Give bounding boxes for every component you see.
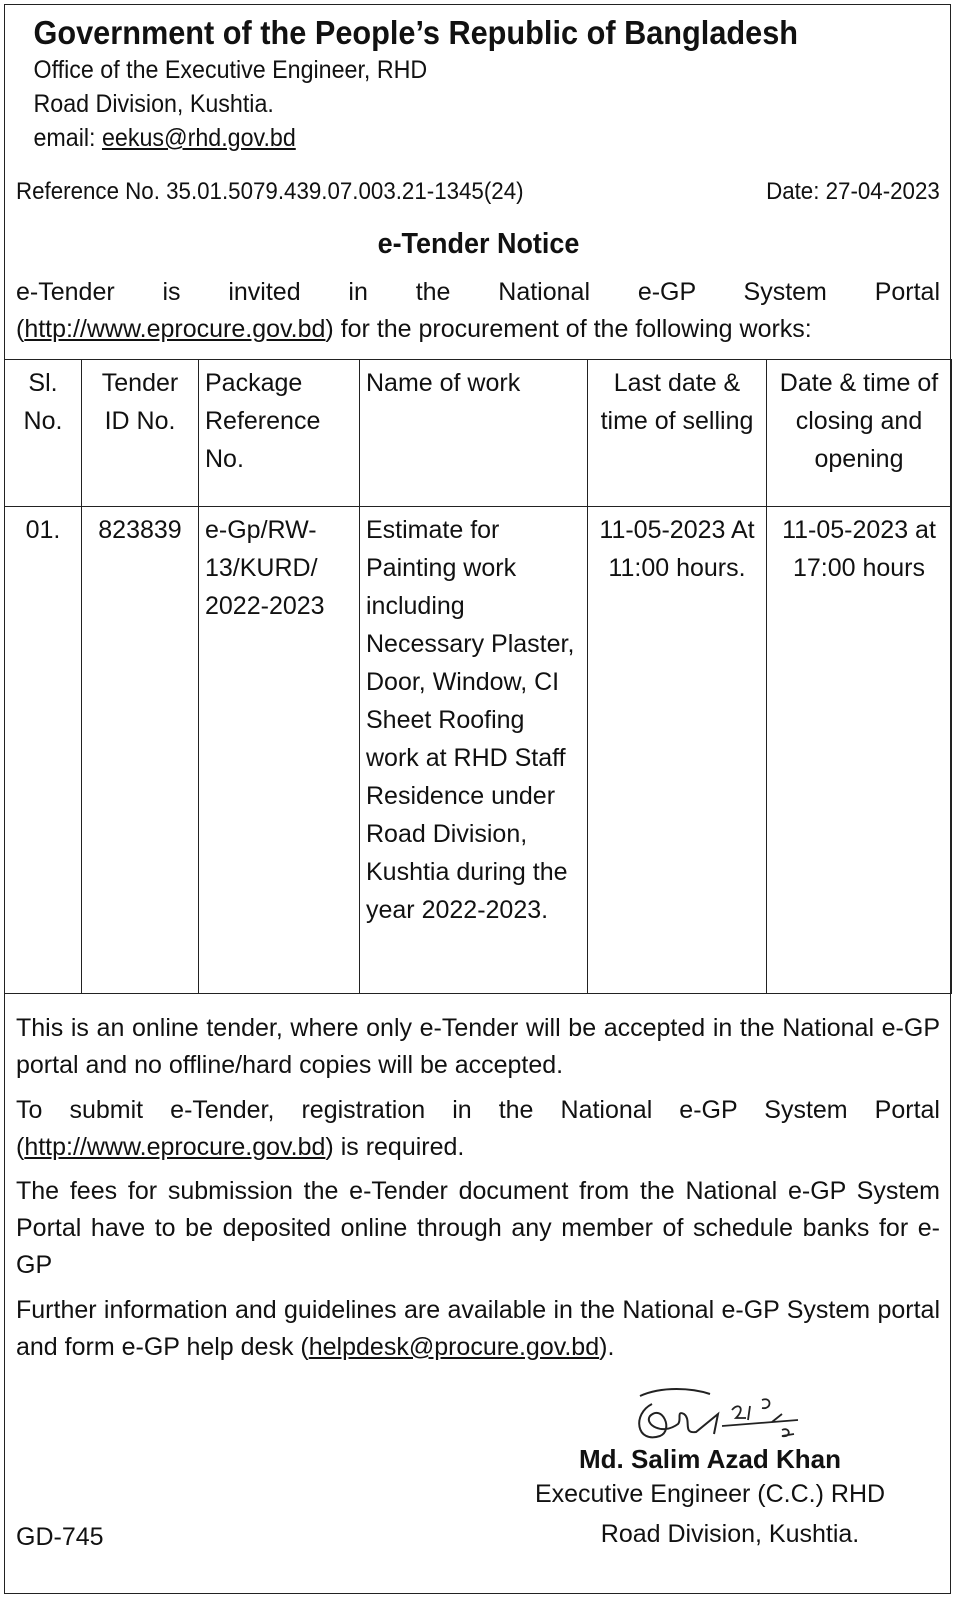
table-row [5,507,952,994]
col-header-package: Package Reference No. [199,360,360,507]
cell-work: Estimate for Painting work including Necessary Plaster, Door, Window, CI Sheet Roofing work at RHD Staff Residence under Road Division, Kushtia during the year 2022-2023. [360,507,588,994]
signatory-division: Road Division, Kushtia. [600,1520,860,1548]
helpdesk-rest: ). [599,1333,615,1361]
signatory-designation: Executive Engineer (C.C.) RHD [534,1480,886,1508]
intro-paragraph [16,274,940,348]
paragraph-fees: The fees for submission the e-Tender document from the National e-GP System Portal have to be deposited online through any member of schedule banks for e-GP [16,1177,940,1279]
table-header-row [5,360,952,507]
col-header-closing: Date & time of closing and opening [767,360,952,507]
email-line [33,124,923,153]
registration-eprocure-link[interactable]: http://www.eprocure.gov.bd [24,1133,326,1161]
reference-row [16,178,940,206]
government-title: Government of the People’s Republic of Bangladesh [33,14,799,51]
paragraph-online-tender: This is an online tender, where only e-Tender will be accepted in the National e-GP portal and no offline/hard copies will be accepted. [16,1014,940,1079]
registration-text: To submit e-Tender, registration in the National e-GP System Portal [16,1096,940,1124]
email-link[interactable]: eekus@rhd.gov.bd [101,124,296,152]
cell-package: e-Gp/RW-13/KURD/ 2022-2023 [199,507,360,994]
tender-table [4,359,952,994]
paragraph-helpdesk [16,1292,940,1366]
reference-number: Reference No. 35.01.5079.439.07.003.21-1345(24) [16,178,524,205]
paragraph-registration [16,1092,940,1166]
cell-closing: 11-05-2023 at 17:00 hours [767,507,952,994]
col-header-work: Name of work [360,360,588,507]
col-header-sl: Sl. No. [5,360,82,507]
intro-open-paren: ( [16,315,25,343]
eprocure-link[interactable]: http://www.eprocure.gov.bd [24,315,326,343]
registration-rest: ) is required. [325,1133,465,1161]
intro-line-1: e-Tender is invited in the National e-GP System Portal [16,278,940,306]
notice-title: e-Tender Notice [377,228,580,260]
intro-rest: ) for the procurement of the following works: [325,315,812,343]
helpdesk-email-link[interactable]: helpdesk@procure.gov.bd [308,1333,600,1361]
office-name: Office of the Executive Engineer, RHD [33,56,428,84]
col-header-tender-id: Tender ID No. [82,360,199,507]
signatory-name: Md. Salim Azad Khan [579,1444,841,1474]
col-header-selling: Last date & time of selling [588,360,767,507]
footer-code: GD-745 [16,1523,104,1551]
cell-sl: 01. [5,507,82,994]
notice-date: Date: 27-04-2023 [766,178,940,205]
cell-tender-id: 823839 [82,507,199,994]
registration-open-paren: ( [16,1133,25,1161]
cell-selling: 11-05-2023 At 11:00 hours. [588,507,767,994]
helpdesk-text: Further information and guidelines are available in the National e-GP System portal and form e-GP help desk ( [16,1296,940,1361]
email-label: email: [33,124,102,152]
division-name: Road Division, Kushtia. [33,90,274,118]
